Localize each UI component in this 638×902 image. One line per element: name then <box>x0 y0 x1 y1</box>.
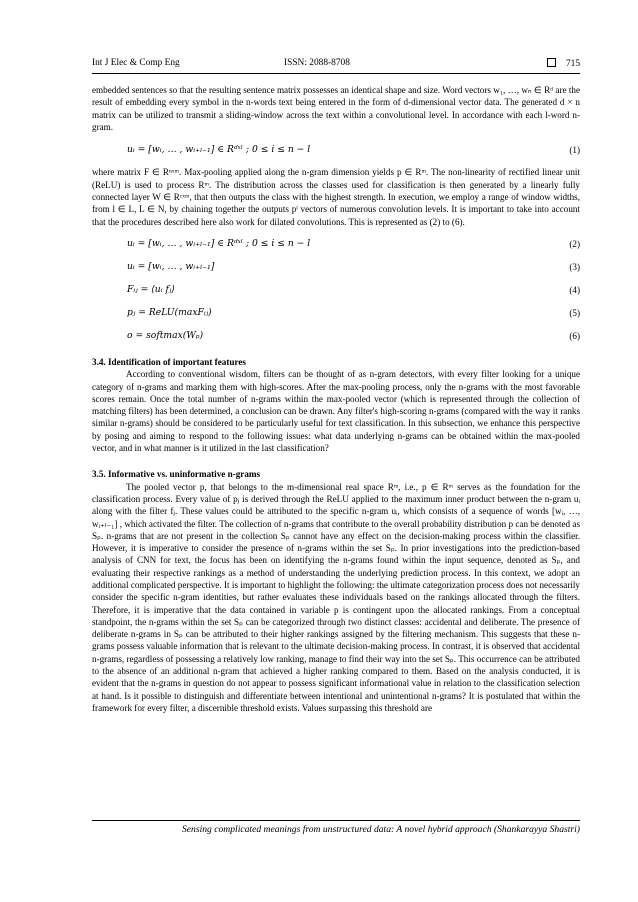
equation-expression: o = softmax(Wₚ) <box>127 329 204 341</box>
equation-2 <box>92 238 580 250</box>
equation-expression: uᵢ = [wᵢ, … , wᵢ₊ₗ₋₁] ∈ Rᵈˣˡ ; 0 ≤ i ≤ n − l <box>127 143 311 155</box>
footer-rule <box>92 820 580 821</box>
equation-number: (6) <box>569 330 580 341</box>
equation-3 <box>92 261 580 273</box>
equation-4 <box>92 284 580 296</box>
equation-expression: uᵢ = [wᵢ, … , wᵢ₊ₗ₋₁] <box>127 261 215 273</box>
article-body <box>92 84 580 714</box>
checkbox-square-icon <box>547 58 556 67</box>
equation-number: (4) <box>569 285 580 296</box>
section-heading-3-5: 3.5. Informative vs. uninformative n-grams <box>92 469 261 480</box>
page-header <box>92 48 580 69</box>
page-number-group <box>547 58 580 69</box>
header-rule <box>92 73 580 74</box>
page-footer <box>92 820 580 838</box>
equation-number: (2) <box>569 239 580 250</box>
footer-citation: Sensing complicated meanings from unstructured data: A novel hybrid approach (Shankarayya Shastri) <box>182 824 580 835</box>
equation-6 <box>92 330 580 342</box>
paragraph-important-features: According to conventional wisdom, filters can be thought of as n-gram detectors, with every filter looking for a unique category of n-grams and marking them with high-scores. After the max-pooling process, only the n-grams with the most favorable scores remain. Once the total number of n-grams within the max-pooled vector (which is represented through the collection of matching filters) has been determined, a conclusion can be drawn. Any filter's high-scoring n-grams (compared with the way it ranks similar n-grams) should be considered to be particularly useful for text classification. In this subsection, we enhance this perspective by posing and aiming to respond to the following issues: what data underlying n-grams can be obtained within the max-pooled vector, and in what manner is it utilized in the last classification? <box>92 369 580 454</box>
section-heading-3-4: 3.4. Identification of important features <box>92 356 246 367</box>
page-number: 715 <box>565 59 580 69</box>
equation-expression: Fᵢⱼ = ⟨uᵢ fⱼ⟩ <box>127 284 175 296</box>
equation-number: (5) <box>569 307 580 318</box>
paragraph-maxpooling: where matrix F ∈ Rⁿˣᵐ. Max-pooling applied along the n-gram dimension yields p ∈ Rᵐ. The non-linearity of rectified linear unit (ReLU) is used to process Rᵐ. The distribution across the classes used for classification is then generated by a linearly fully connected layer W ∈ Rᶜˣᵐ, that then outputs the class with the highest strength. In execution, we employ a range of window widths, from l ∈ L, L ∈ N, by chaining together the outputs pˡ vectors of numerous convolution levels. It is important to take into account that the procedures described here also work for dilated convolutions. This is represented as (2) to (6). <box>92 167 580 227</box>
issn: ISSN: 2088-8708 <box>284 58 350 68</box>
equation-number: (1) <box>569 144 580 155</box>
paragraph-embedding: embedded sentences so that the resulting sentence matrix possesses an identical shape and size. Word vectors w₁, …, wₙ ∈ Rᵈ are the result of embedding every symbol in the n-words text being entered in the form of d-dimensional vector data. The generated d × n matrix can be utilized to transmit a sliding-window across the text within a convolutional level. In accordance with each l-word n-gram. <box>92 85 580 132</box>
journal-name: Int J Elec & Comp Eng <box>92 58 180 68</box>
equation-expression: uᵢ = [wᵢ, … , wᵢ₊ₗ₋₁] ∈ Rᵈˣˡ ; 0 ≤ i ≤ n − l <box>127 238 311 250</box>
equation-1 <box>92 144 580 156</box>
paragraph-informative-ngrams: The pooled vector p, that belongs to the m-dimensional real space Rᵐ, i.e., p ∈ Rᵐ serves as the foundation for the classification process. Every value of pⱼ is derived through the ReLU applied to the maximum inner product between the n-gram uᵢ along with the filter fⱼ. These values could be attributed to the specific n-gram uᵢ, which consists of a sequence of words [wᵢ, …, wᵢ₊ₗ₋₁] , which activated the filter. The collection of n-grams that contribute to the overall probability distribution p can be denoted as Sₚ. n-grams that are not present in the collection Sₚ cannot have any effect on the decision-making process within the classifier. However, it is imperative to consider the presence of n-grams within the set Sₚ. In prior investigations into the prediction-based analysis of CNN for text, the focus has been on identifying the n-grams found within the input sequence, denoted as Sₚ, and evaluating their respective rankings as a method of understanding the underlying prediction process. In this context, we adopt an additional complicated perspective. It is important to highlight the following: the ultimate categorization process does not necessarily consider the specific n-gram identities, but rather evaluates these individuals based on the rankings allocated through the filters. Therefore, it is imperative that the data contained in variable p is contingent upon the allocated rankings. From a conceptual standpoint, the n-grams within the set Sₚ can be categorized through two distinct classes: accidental and deliberate. The presence of deliberate n-grams in Sₚ can be attributed to their higher rankings assigned by the filtering mechanism. This suggests that these n-grams possess valuable information that is relevant to the ultimate decision-making process. In contrast, it is observed that accidental n-grams, regardless of possessing a relatively low ranking, manage to find their way into the set Sₚ. This occurrence can be attributed to the absence of an additional n-gram that achieved a higher ranking compared to them. Based on the analysis conducted, it is evident that the n-grams in question do not appear to possess significant informational value in relation to the classification selection at hand. Is it possible to distinguish and differentiate between intentional and unintentional n-grams? It is postulated that within the framework for every filter, a discernible threshold exists. Values surpassing this threshold are <box>92 481 580 713</box>
equation-5 <box>92 307 580 319</box>
equation-number: (3) <box>569 262 580 273</box>
equation-expression: pⱼ = ReLU(maxFᵢⱼ) <box>127 306 212 318</box>
